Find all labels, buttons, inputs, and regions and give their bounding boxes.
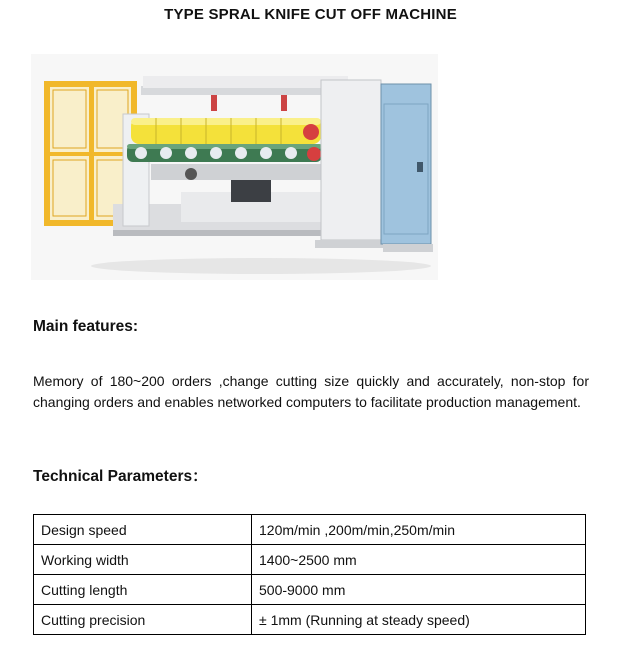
main-features-text: Memory of 180~200 orders ,change cutting size quickly and accurately, non-stop for changing orders and enables networked computers to facilitate production management. — [33, 373, 589, 410]
lower-shaft — [151, 164, 321, 180]
param-value: 120m/min ,200m/min,250m/min — [252, 515, 586, 545]
main-features-heading: Main features: — [33, 318, 139, 335]
param-name: Design speed — [34, 515, 252, 545]
param-name: Cutting precision — [34, 605, 252, 635]
top-rail — [141, 76, 348, 111]
param-name: Cutting length — [34, 575, 252, 605]
motor — [231, 180, 271, 202]
right-side-frame — [315, 80, 391, 248]
table-row — [34, 605, 586, 635]
electrical-cabinet — [381, 84, 433, 252]
table-row — [34, 575, 586, 605]
technical-parameters-table — [33, 514, 586, 635]
machine-illustration — [31, 54, 438, 280]
param-value: 500-9000 mm — [252, 575, 586, 605]
product-photo — [31, 54, 438, 280]
knife-roll — [127, 144, 322, 162]
table-row — [34, 515, 586, 545]
page-title: TYPE SPRAL KNIFE CUT OFF MACHINE — [164, 6, 457, 23]
technical-parameters-heading: Technical Parameters： — [33, 468, 208, 485]
yellow-roll — [131, 118, 321, 144]
drive-wheel — [303, 124, 319, 140]
drive-wheel — [307, 147, 321, 161]
param-value: 1400~2500 mm — [252, 545, 586, 575]
table-row — [34, 545, 586, 575]
param-name: Working width — [34, 545, 252, 575]
floor-shadow — [91, 258, 431, 274]
param-value: ± 1mm (Running at steady speed) — [252, 605, 586, 635]
